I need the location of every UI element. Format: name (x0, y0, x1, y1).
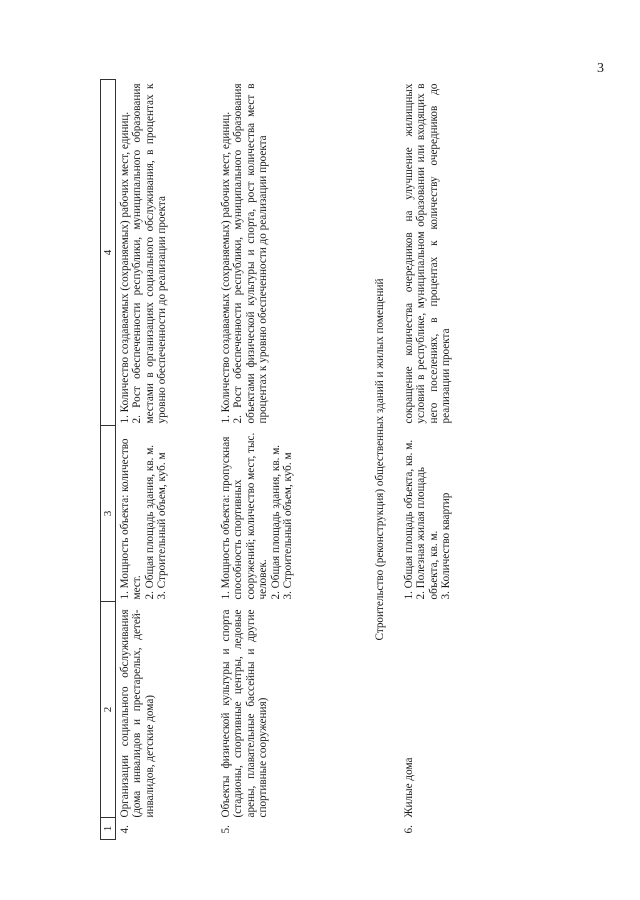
indicators-cell (217, 80, 360, 426)
row-number: 5. (220, 825, 232, 834)
indicator-item: сокращение количества очередников на улучшение жилищных условий в республике, муниципальном образовании или входящих в него поселениях, в процентах к количеству очередников до реализации проекта (403, 83, 453, 424)
section-heading-row (360, 80, 400, 840)
indicator-item: 1. Количество создаваемых (сохраняемых) рабочих мест, единиц. (119, 111, 131, 424)
capacity-cell (400, 426, 463, 602)
page-number: 3 (597, 61, 604, 76)
capacity-item: 1. Мощность объекта: пропускная способность спортивных сооружений; количество мест, тыс. человек. (220, 432, 270, 600)
capacity-item: 2. Полезная жилая площадь объекта, кв. м. (415, 467, 440, 600)
table-row-4 (116, 80, 218, 840)
table-row-5 (217, 80, 360, 840)
capacity-item: 3. Количество квартир (440, 492, 453, 600)
object-type: Объекты физической культуры и спорта (стадионы, спортивные центры, ледовые арены, плавательные бассейны и другие спортивные сооружения) (220, 609, 270, 818)
column-header-2: 2 (101, 602, 116, 818)
indicators-cell (400, 80, 463, 426)
row-number: 4. (119, 825, 131, 834)
capacity-item: 2. Общая площадь здания, кв. м. (269, 444, 282, 600)
capacity-item: 3. Строительный объем, куб. м (156, 452, 169, 600)
capacity-item: 3. Строительный объем, куб. м (282, 452, 295, 600)
table-header-row (101, 80, 116, 840)
rotated-table-page (100, 80, 490, 840)
capacity-item: 1. Общая площадь объекта, кв. м. (403, 439, 415, 600)
capacity-item: 2. Общая площадь здания, кв. м. (143, 444, 156, 600)
row-number: 6. (403, 825, 415, 834)
indicator-item: 2. Рост обеспеченности республики, муниципального образования местами в организациях социального обслуживания, в процентах к уровню обеспеченности до реализации проекта (131, 83, 169, 424)
capacity-cell (116, 426, 218, 602)
column-header-4: 4 (101, 80, 116, 426)
indicator-item: 2. Рост обеспеченности республики, муниципального образования объектами физической культуры и спорта, рост количества мест в процентах к уровню обеспеченности до реализации проекта (232, 83, 270, 424)
capacity-item: 1. Мощность объекта: количество мест. (119, 438, 144, 600)
column-header-3: 3 (101, 426, 116, 602)
section-title: Строительство (реконструкция) общественных зданий и жилых помещений (373, 278, 386, 641)
indicator-item: 1. Количество создаваемых (сохраняемых) рабочих мест, единиц. (220, 111, 232, 424)
object-type: Жилые дома (403, 757, 415, 818)
column-header-1: 1 (101, 818, 116, 840)
projects-table (100, 79, 463, 840)
indicators-cell (116, 80, 218, 426)
table-row-6 (400, 80, 463, 840)
object-type: Организации социального обслуживания (дома инвалидов и престарелых, детей-инвалидов, детские дома) (119, 609, 156, 818)
capacity-cell (217, 426, 360, 602)
